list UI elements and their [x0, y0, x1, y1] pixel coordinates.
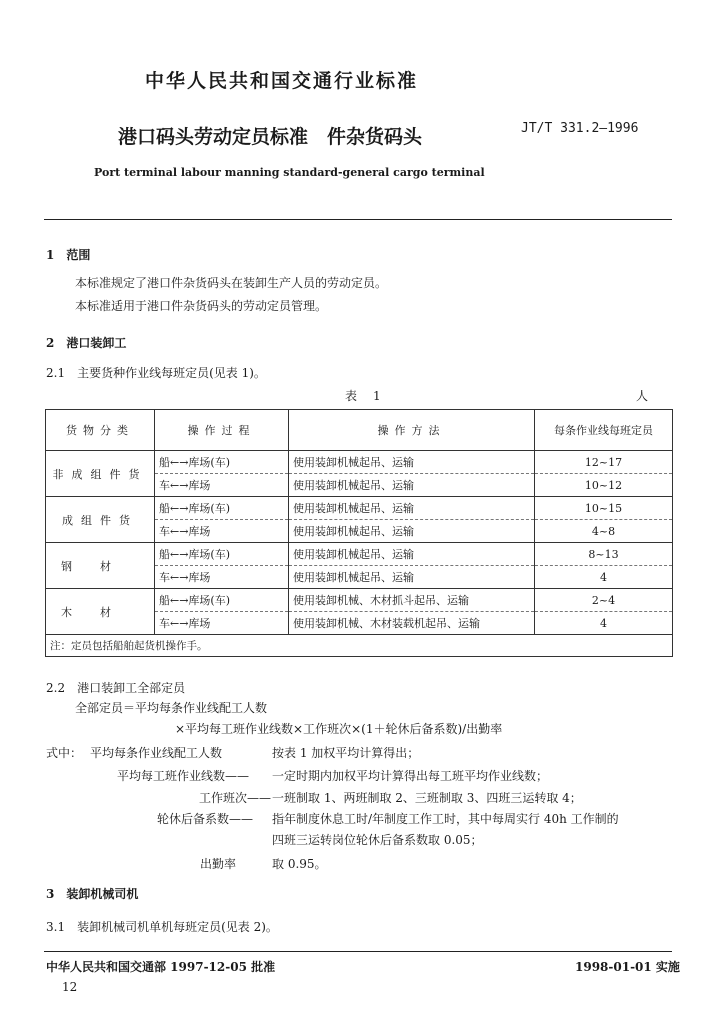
operation-cell: 车←→库场 — [155, 566, 289, 589]
method-cell: 使用装卸机械起吊、运输 — [289, 451, 535, 474]
method-cell: 使用装卸机械起吊、运输 — [289, 566, 535, 589]
section-3-1-text: 3.1 装卸机械司机单机每班定员(见表 2)。 — [46, 920, 278, 934]
category-cell: 非成组件货 — [46, 451, 155, 497]
operation-cell: 车←→库场 — [155, 474, 289, 497]
header-method: 操作方法 — [289, 410, 535, 451]
definition-term: 平均每工班作业线数—— — [117, 769, 250, 783]
operation-cell: 船←→库场(车) — [155, 451, 289, 474]
method-cell: 使用装卸机械起吊、运输 — [289, 474, 535, 497]
method-cell: 使用装卸机械起吊、运输 — [289, 543, 535, 566]
standard-number: JT/T 331.2—1996 — [521, 121, 639, 136]
formula-line-1: 全部定员＝平均每条作业线配工人数 — [75, 701, 268, 715]
staffing-cell: 2~4 — [535, 589, 673, 612]
section-1-paragraph-1: 本标准规定了港口件杂货码头在装卸生产人员的劳动定员。 — [75, 276, 388, 290]
table-1 — [45, 409, 673, 657]
table-header-row — [46, 410, 673, 451]
staffing-cell: 8~13 — [535, 543, 673, 566]
header-cargo-type: 货物分类 — [46, 410, 155, 451]
operation-cell: 车←→库场 — [155, 520, 289, 543]
method-cell: 使用装卸机械起吊、运输 — [289, 497, 535, 520]
staffing-cell: 10~15 — [535, 497, 673, 520]
english-title: Port terminal labour manning standard-general cargo terminal — [94, 166, 485, 179]
implementation-text: 1998-01-01 实施 — [575, 960, 680, 974]
table-1-caption: 表 1 — [345, 389, 383, 403]
category-cell: 钢材 — [46, 543, 155, 589]
staffing-cell: 4 — [535, 566, 673, 589]
operation-cell: 船←→库场(车) — [155, 589, 289, 612]
table-note-row — [46, 635, 673, 657]
where-label: 式中： — [46, 746, 83, 760]
table-note: 注：定员包括船舶起货机操作手。 — [46, 635, 673, 657]
section-2-1-text: 2.1 主要货种作业线每班定员(见表 1)。 — [46, 366, 266, 380]
table-row — [46, 543, 673, 566]
staffing-cell: 10~12 — [535, 474, 673, 497]
category-cell: 成组件货 — [46, 497, 155, 543]
section-1-paragraph-2: 本标准适用于港口件杂货码头的劳动定员管理。 — [75, 299, 328, 313]
section-3-heading: 3 装卸机械司机 — [46, 887, 139, 901]
method-cell: 使用装卸机械、木材装载机起吊、运输 — [289, 612, 535, 635]
operation-cell: 车←→库场 — [155, 612, 289, 635]
document-title: 港口码头劳动定员标准 件杂货码头 — [118, 126, 423, 148]
operation-cell: 船←→库场(车) — [155, 543, 289, 566]
header-operation: 操作过程 — [155, 410, 289, 451]
footer-rule — [44, 951, 672, 952]
definition-term: 工作班次—— — [199, 791, 272, 805]
header-rule — [44, 219, 672, 220]
formula-line-2: ×平均每工班作业线数×工作班次×(1＋轮休后备系数)/出勤率 — [175, 722, 503, 736]
definition-text: 一定时期内加权平均计算得出每工班平均作业线数； — [272, 769, 549, 783]
operation-cell: 船←→库场(车) — [155, 497, 289, 520]
page-number: 12 — [62, 980, 78, 994]
section-2-2-heading: 2.2 港口装卸工全部定员 — [46, 681, 186, 695]
definition-term: 出勤率 — [200, 857, 237, 871]
category-cell: 木材 — [46, 589, 155, 635]
method-cell: 使用装卸机械、木材抓斗起吊、运输 — [289, 589, 535, 612]
table-1-unit: 人 — [636, 389, 649, 403]
definition-term: 平均每条作业线配工人数 — [90, 746, 223, 760]
table-row — [46, 589, 673, 612]
definition-term: 轮休后备系数—— — [157, 812, 254, 826]
staffing-cell: 12~17 — [535, 451, 673, 474]
header-staffing: 每条作业线每班定员 — [535, 410, 673, 451]
section-1-heading: 1 范围 — [46, 248, 91, 262]
definition-text: 指年制度休息工时/年制度工作工时，其中每周实行 40h 工作制的 — [272, 812, 619, 826]
method-cell: 使用装卸机械起吊、运输 — [289, 520, 535, 543]
definition-text: 一班制取 1、两班制取 2、三班制取 3、四班三运转取 4； — [272, 791, 582, 805]
definition-text: 四班三运转岗位轮休后备系数取 0.05； — [272, 833, 483, 847]
table-row — [46, 451, 673, 474]
section-2-heading: 2 港口装卸工 — [46, 336, 127, 350]
table-row — [46, 497, 673, 520]
staffing-cell: 4 — [535, 612, 673, 635]
staffing-cell: 4~8 — [535, 520, 673, 543]
approval-text: 中华人民共和国交通部 1997-12-05 批准 — [46, 960, 276, 974]
definition-text: 按表 1 加权平均计算得出； — [272, 746, 420, 760]
industry-standard-title: 中华人民共和国交通行业标准 — [145, 70, 419, 92]
definition-text: 取 0.95。 — [272, 857, 327, 871]
